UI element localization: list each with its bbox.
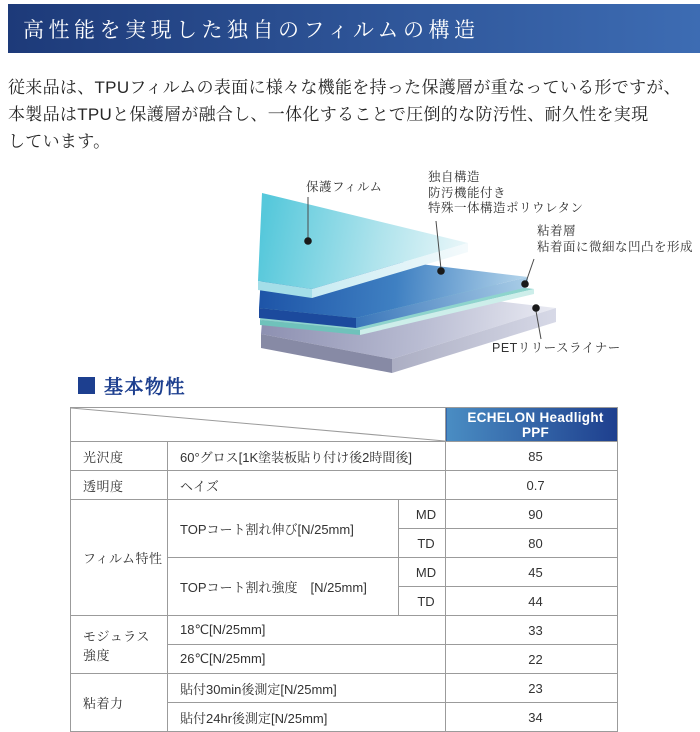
table-row [71,616,618,645]
property-group-cell: 透明度 [71,471,168,500]
table-header-row [71,408,618,442]
value-cell: 80 [446,529,618,558]
direction-cell: MD [399,558,446,587]
direction-cell: TD [399,529,446,558]
leader-line [526,259,534,282]
property-group-cell: フィルム特性 [71,500,168,616]
label-unique-structure [428,170,584,217]
value-cell: 0.7 [446,471,618,500]
value-cell: 85 [446,442,618,471]
page-title: 高性能を実現した独自のフィルムの構造 [23,17,480,42]
product-column-header: ECHELON Headlight PPF [446,408,618,442]
condition-cell: 貼付24hr後測定[N/25mm] [168,703,446,732]
direction-cell: MD [399,500,446,529]
condition-cell: 18℃[N/25mm] [168,616,446,645]
value-cell: 34 [446,703,618,732]
value-cell: 90 [446,500,618,529]
intro-paragraph [8,74,698,155]
label-line: 防汚機能付き [428,185,507,200]
value-cell: 23 [446,674,618,703]
intro-line: 従来品は、TPUフィルムの表面に様々な機能を持った保護層が重なっている形ですが、 [8,78,681,97]
value-cell: 22 [446,645,618,674]
anchor-dot [521,280,529,288]
label-line: 独自構造 [428,170,481,184]
table-row [71,442,618,471]
table-row [71,500,618,529]
intro-line: しています。 [8,132,111,151]
table-corner-cell [71,408,446,442]
label-line: 粘着面に微細な凹凸を形成 [537,239,694,254]
condition-cell: TOPコート割れ強度 [N/25mm] [168,558,399,616]
condition-cell: 26℃[N/25mm] [168,645,446,674]
property-group-cell: 粘着力 [71,674,168,732]
table-row [71,471,618,500]
table-row [71,674,618,703]
section-title [78,372,186,399]
header-bar [8,4,700,53]
condition-cell: 60°グロス[1K塗装板貼り付け後2時間後] [168,442,446,471]
anchor-dot [304,237,312,245]
anchor-dot [437,267,445,275]
spec-table [70,407,618,732]
property-group-cell: 光沢度 [71,442,168,471]
condition-cell: 貼付30min後測定[N/25mm] [168,674,446,703]
direction-cell: TD [399,587,446,616]
value-cell: 45 [446,558,618,587]
label-adhesive-layer [537,224,693,255]
section-marker-square [78,377,95,394]
anchor-dot [532,304,540,312]
diagonal-divider [71,408,445,441]
label-protective-film: 保護フィルム [306,180,383,194]
intro-line: 本製品はTPUと保護層が融合し、一体化することで圧倒的な防汚性、耐久性を実現 [8,105,649,124]
value-cell: 44 [446,587,618,616]
property-group-cell: モジュラス強度 [71,616,168,674]
condition-cell: TOPコート割れ伸び[N/25mm] [168,500,399,558]
section-title-text: 基本物性 [104,377,187,398]
condition-cell: ヘイズ [168,471,446,500]
label-pet-release-liner: PETリリースライナー [492,341,621,355]
label-line: 特殊一体構造ポリウレタン [428,201,584,215]
value-cell: 33 [446,616,618,645]
label-line: 粘着層 [537,224,577,238]
